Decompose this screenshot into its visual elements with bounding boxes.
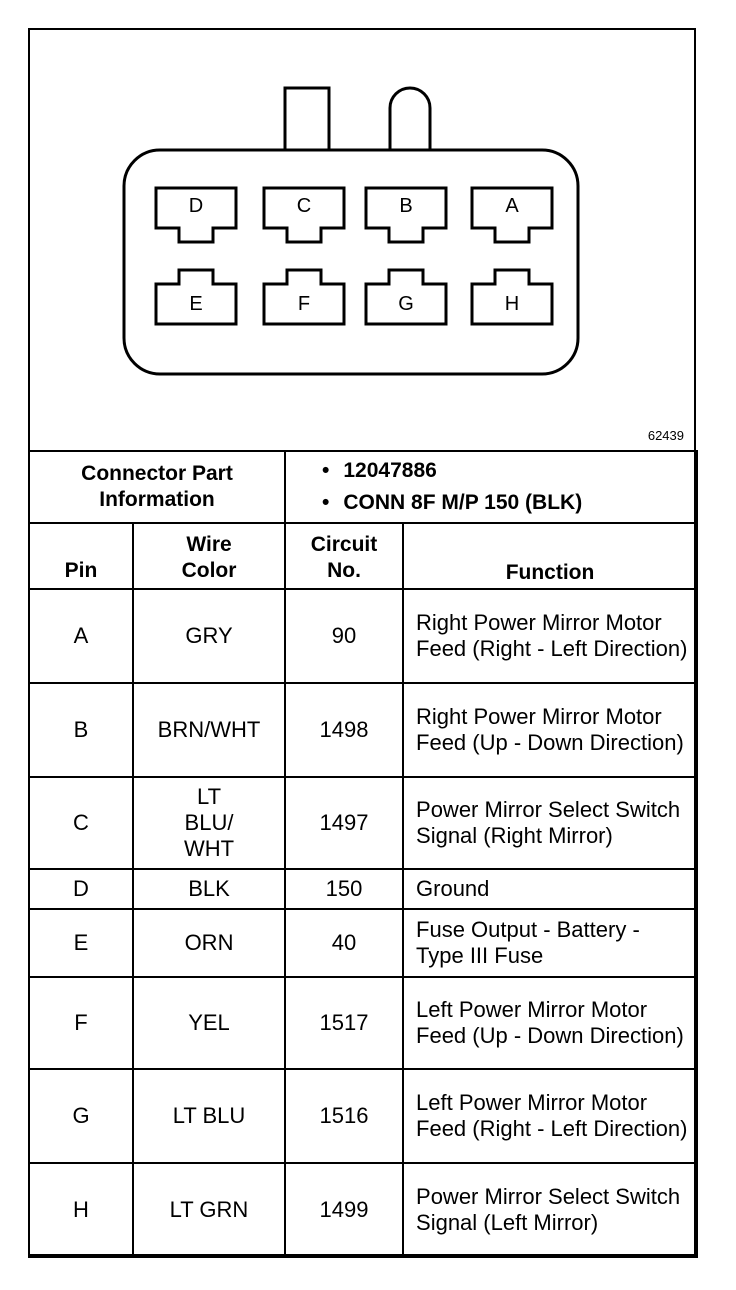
pin-cell: H — [29, 1163, 133, 1257]
circuit-cell: 40 — [285, 909, 403, 977]
circuit-cell: 1516 — [285, 1069, 403, 1163]
circuit-cell: 150 — [285, 869, 403, 909]
wire-color-cell: LT BLU — [133, 1069, 285, 1163]
function-cell: Left Power Mirror Motor Feed (Up - Down Direction) — [403, 977, 697, 1069]
wire-color-cell: LT BLU/ WHT — [133, 777, 285, 869]
col-header-circuit: Circuit No. — [285, 523, 403, 589]
function-cell: Ground — [403, 869, 697, 909]
table-row — [29, 777, 697, 869]
wire-color-cell: YEL — [133, 977, 285, 1069]
pin-cell: C — [29, 777, 133, 869]
table-row — [29, 589, 697, 683]
wire-color-cell: GRY — [133, 589, 285, 683]
function-cell: Left Power Mirror Motor Feed (Right - Left Direction) — [403, 1069, 697, 1163]
connector-diagram — [30, 30, 694, 450]
pinout-table — [28, 450, 698, 1258]
connector-tab-left — [285, 88, 329, 154]
function-cell: Power Mirror Select Switch Signal (Left Mirror) — [403, 1163, 697, 1257]
pin-cell: E — [29, 909, 133, 977]
circuit-cell: 1497 — [285, 777, 403, 869]
col-header-pin: Pin — [29, 523, 133, 589]
table-header — [29, 523, 697, 589]
circuit-cell: 90 — [285, 589, 403, 683]
connector-sheet — [28, 28, 696, 1256]
table-row — [29, 1163, 697, 1257]
col-header-function: Function — [403, 523, 697, 589]
figure-number: 62439 — [647, 428, 684, 443]
pin-cell: G — [29, 1069, 133, 1163]
wire-color-cell: LT GRN — [133, 1163, 285, 1257]
table-row — [29, 683, 697, 777]
connector-info-row — [29, 451, 697, 523]
pin-label-f: F — [297, 293, 311, 315]
function-cell: Right Power Mirror Motor Feed (Up - Down Direction) — [403, 683, 697, 777]
table-row — [29, 909, 697, 977]
connector-info-list — [285, 451, 697, 523]
pin-label-c: C — [296, 195, 312, 217]
col-header-wire-color: Wire Color — [133, 523, 285, 589]
pin-cell: B — [29, 683, 133, 777]
function-cell: Power Mirror Select Switch Signal (Right Mirror) — [403, 777, 697, 869]
connector-info-label: Connector Part Information — [29, 451, 285, 523]
circuit-cell: 1517 — [285, 977, 403, 1069]
pin-cell: D — [29, 869, 133, 909]
connector-housing — [124, 150, 578, 374]
wire-color-cell: ORN — [133, 909, 285, 977]
pin-label-e: E — [189, 293, 203, 315]
pin-label-a: A — [505, 195, 519, 217]
connector-description: • CONN 8F M/P 150 (BLK) — [322, 487, 688, 519]
pin-label-h: H — [504, 293, 520, 315]
table-row — [29, 1069, 697, 1163]
pin-label-b: B — [399, 195, 413, 217]
pin-cell: A — [29, 589, 133, 683]
connector-tab-right — [390, 88, 430, 154]
table-row — [29, 977, 697, 1069]
function-cell: Fuse Output - Battery - Type III Fuse — [403, 909, 697, 977]
pin-label-g: G — [398, 293, 414, 315]
pin-cell: F — [29, 977, 133, 1069]
circuit-cell: 1498 — [285, 683, 403, 777]
function-cell: Right Power Mirror Motor Feed (Right - Left Direction) — [403, 589, 697, 683]
table-row — [29, 869, 697, 909]
connector-part-number: • 12047886 — [322, 455, 688, 487]
circuit-cell: 1499 — [285, 1163, 403, 1257]
wire-color-cell: BRN/WHT — [133, 683, 285, 777]
wire-color-cell: BLK — [133, 869, 285, 909]
pin-label-d: D — [188, 195, 204, 217]
